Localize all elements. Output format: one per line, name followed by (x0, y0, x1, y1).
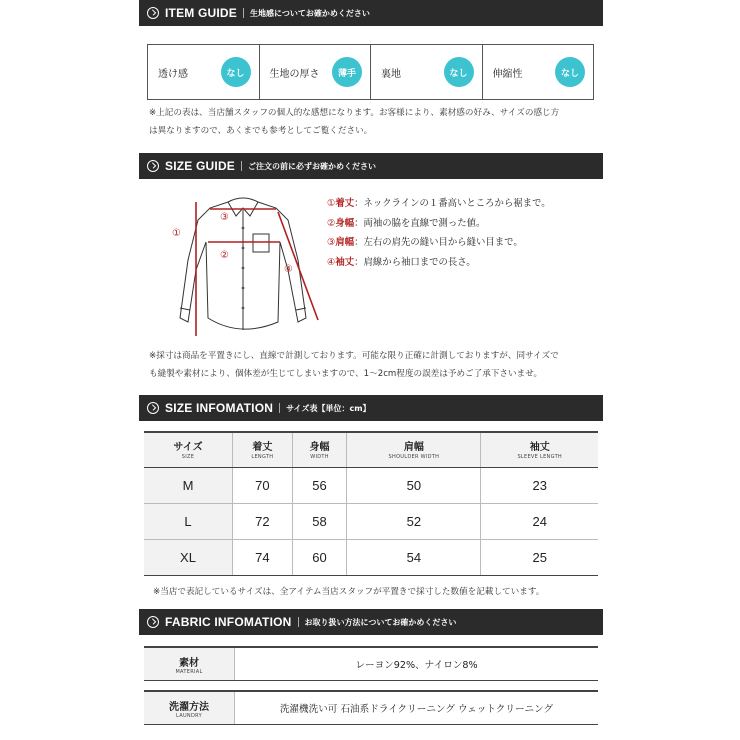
column-header: 身幅 WIDTH (292, 432, 347, 468)
section-title: SIZE INFOMATION (165, 401, 274, 415)
note-line: ※採寸は商品を平置きにし、直線で計測しております。可能な限り正確に計測しておりますが、同サイズで (149, 351, 559, 361)
column-header: 袖丈 SLEEVE LENGTH (481, 432, 598, 468)
measure-name: 袖丈 (335, 256, 355, 268)
measure-num: ④ (327, 256, 336, 268)
note-line: は異なりますので、あくまでも参考としてご覧ください。 (149, 126, 373, 136)
divider (298, 617, 299, 627)
guide-value-badge: なし (444, 57, 474, 87)
size-cell: L (144, 504, 233, 540)
item-guide-header (139, 0, 603, 26)
diagram-label-3: ③ (220, 212, 229, 223)
material-value: レーヨン92%、ナイロン8% (355, 660, 478, 671)
guide-value-badge: なし (221, 57, 251, 87)
size-info-header (139, 395, 603, 421)
guide-cell-stretch (483, 45, 594, 99)
divider (241, 161, 242, 171)
check-circle-icon (147, 402, 159, 414)
check-circle-icon (147, 7, 159, 19)
check-circle-icon (147, 160, 159, 172)
check-circle-icon (147, 616, 159, 628)
diagram-label-4: ④ (284, 264, 293, 275)
laundry-value: 洗濯機洗い可 石油系ドライクリーニング ウェットクリーニング (279, 704, 554, 715)
size-table (144, 431, 598, 576)
guide-cell-lining (371, 45, 483, 99)
size-guide-header (139, 153, 603, 179)
section-title: SIZE GUIDE (165, 159, 236, 173)
diagram-label-1: ① (172, 228, 181, 239)
shirt-illustration (160, 190, 330, 340)
guide-cell-thickness (260, 45, 372, 99)
divider (279, 403, 280, 413)
table-cell: 52 (347, 504, 481, 540)
diagram-label-2: ② (220, 250, 229, 261)
measure-num: ① (327, 198, 336, 209)
table-cell: 56 (292, 468, 347, 504)
section-title: FABRIC INFOMATION (165, 615, 292, 629)
guide-label: 透け感 (158, 68, 188, 80)
table-cell: 74 (233, 540, 293, 576)
table-row (144, 540, 598, 576)
material-sublabel: MATERIAL (175, 668, 203, 675)
measure-desc: ：ネックラインの１番高いところから裾まで。 (354, 198, 551, 209)
section-subtitle: お取り扱い方法についてお確かめください (304, 617, 457, 627)
guide-cell-sheerness (148, 45, 260, 99)
size-guide-note (149, 347, 559, 383)
section-subtitle: ご注文の前に必ずお確かめください (248, 161, 377, 171)
size-cell: M (144, 468, 233, 504)
shirt-diagram (160, 190, 330, 340)
material-header (144, 648, 235, 680)
laundry-sublabel: LAUNDRY (176, 712, 202, 719)
measure-num: ③ (327, 237, 336, 248)
table-cell: 70 (233, 468, 293, 504)
item-guide-table (147, 44, 594, 100)
table-row (144, 468, 598, 504)
laundry-header (144, 692, 235, 724)
divider (243, 8, 244, 18)
measurement-list (327, 194, 551, 272)
measurement-item (327, 214, 551, 234)
laundry-row (144, 690, 598, 725)
laundry-label: 洗濯方法 (169, 701, 209, 713)
measurement-item (327, 233, 551, 253)
guide-value-badge: 薄手 (332, 57, 362, 87)
guide-label: 伸縮性 (492, 68, 523, 80)
material-row (144, 646, 598, 681)
table-cell: 24 (481, 504, 598, 540)
measure-desc: ：肩線から袖口までの長さ。 (354, 256, 476, 268)
guide-label: 裏地 (381, 68, 401, 80)
table-cell: 23 (481, 468, 598, 504)
material-label: 素材 (179, 657, 199, 669)
column-header: 着丈 LENGTH (233, 432, 293, 468)
guide-label: 生地の厚さ (269, 68, 320, 80)
table-cell: 50 (347, 468, 481, 504)
fabric-info-header (139, 609, 603, 635)
measurement-item (327, 194, 551, 214)
table-cell: 72 (233, 504, 293, 540)
note-line: も縫製や素材により、個体差が生じてしまいますので、1〜2cm程度の誤差は予めご了承下さいませ。 (149, 369, 543, 379)
measure-name: 身幅 (335, 217, 355, 229)
table-cell: 25 (481, 540, 598, 576)
measurement-item (327, 253, 551, 273)
table-cell: 60 (292, 540, 347, 576)
section-subtitle: サイズ表【単位：cm】 (286, 403, 371, 413)
guide-value-badge: なし (555, 57, 585, 87)
section-title: ITEM GUIDE (165, 6, 238, 20)
size-info-note: ※当店で表記しているサイズは、全アイテム当店スタッフが平置きで採寸した数値を記載しています。 (153, 587, 545, 597)
column-header: サイズ SIZE (144, 432, 233, 468)
note-line: ※上記の表は、当店舗スタッフの個人的な感想になります。お客様により、素材感の好み、サイズの感じ方 (149, 108, 560, 118)
measure-desc: ：両袖の脇を直線で測った値。 (354, 217, 486, 229)
column-header: 肩幅 SHOULDER WIDTH (347, 432, 481, 468)
section-subtitle: 生地感についてお確かめください (250, 8, 370, 18)
table-cell: 58 (292, 504, 347, 540)
measure-name: 肩幅 (335, 237, 355, 248)
measure-num: ② (327, 217, 336, 229)
measure-desc: ：左右の肩先の縫い目から縫い目まで。 (354, 237, 523, 248)
size-cell: XL (144, 540, 233, 576)
table-cell: 54 (347, 540, 481, 576)
measure-name: 着丈 (335, 198, 355, 209)
size-table-header-row (144, 432, 598, 468)
item-guide-note (149, 104, 559, 140)
table-row (144, 504, 598, 540)
